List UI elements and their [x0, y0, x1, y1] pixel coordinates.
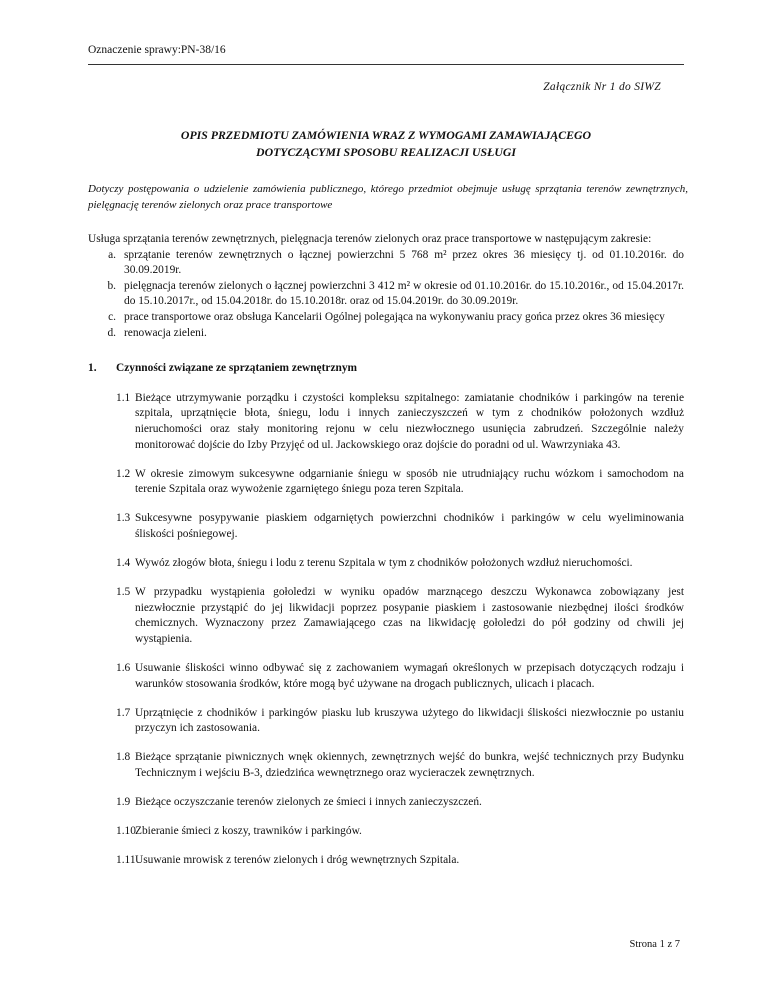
item-text: Bieżące sprzątanie piwnicznych wnęk okiennych, zewnętrznych wejść do bunkra, wejść technicznych przy Budynku Technicznym i wejściu B-3, dziedzińca wewnętrznego oraz wycieraczek zewnętrznych.: [135, 751, 684, 779]
item-text: Uprzątnięcie z chodników i parkingów piasku lub kruszywa użytego do likwidacji śliskości niezwłocznie po ustaniu przyczyn ich zastosowania.: [135, 706, 684, 735]
section-item: [116, 706, 684, 737]
section-item: [116, 853, 684, 869]
item-number: 1.4: [116, 557, 131, 569]
section-item: [116, 795, 684, 811]
section-item: [116, 585, 684, 647]
section-item: [116, 511, 684, 542]
item-number: 1.8: [116, 751, 131, 764]
item-number: 1.11: [116, 854, 136, 867]
scope-text: prace transportowe oraz obsługa Kancelarii Ogólnej polegająca na wykonywaniu pracy gońca przez okres 36 miesięcy: [124, 310, 665, 323]
section-item: [116, 824, 684, 840]
scope-item: [88, 310, 684, 326]
scope-text: pielęgnacja terenów zielonych o łącznej powierzchni 3 412 m² w okresie od 01.10.2016r. do 15.10.2016r., od 15.04.2017r. do 15.10.2017r., od 15.04.2018r. do 15.10.2018r. oraz od 15.04.2019r. do 30.09.2019r.: [124, 279, 684, 308]
header-divider: [88, 64, 684, 65]
scope-marker: d.: [107, 326, 116, 339]
scope-list: [88, 248, 684, 342]
section-item: [116, 556, 684, 572]
annex-label: Załącznik Nr 1 do SIWZ: [543, 81, 661, 93]
page-number: Strona 1 z 7: [629, 939, 680, 950]
section-number: 1.: [88, 362, 97, 375]
section-items: [88, 391, 684, 869]
case-reference: Oznaczenie sprawy:PN-38/16: [88, 44, 226, 56]
item-number: 1.7: [116, 706, 131, 719]
document-body: [88, 232, 684, 882]
item-number: 1.1: [116, 391, 131, 404]
item-text: Usuwanie mrowisk z terenów zielonych i dróg wewnętrznych Szpitala.: [135, 854, 460, 867]
scope-text: sprzątanie terenów zewnętrznych o łącznej powierzchni 5 768 m² przez okres 36 miesięcy tj. od 01.10.2016r. do 30.09.2019r.: [124, 248, 684, 277]
intro-paragraph: Usługa sprzątania terenów zewnętrznych, pielęgnacja terenów zielonych oraz prace transportowe w następującym zakresie:: [88, 233, 652, 245]
title-line-2: DOTYCZĄCYMI SPOSOBU REALIZACJI USŁUGI: [256, 145, 516, 159]
item-number: 1.3: [116, 512, 131, 525]
scope-text: renowacja zieleni.: [124, 326, 207, 339]
scope-marker: b.: [107, 279, 116, 292]
section-title: Czynności związane ze sprzątaniem zewnętrznym: [116, 362, 358, 375]
item-text: W przypadku wystąpienia gołoledzi w wyniku opadów marznącego deszczu Wykonawca zobowiązany jest niezwłocznie przystąpić do jej likwidacji poprzez posypanie piaskiem i zastosowanie niezbędnej ilości środków chemicznych. Wyznaczony przez Zamawiającego czas na likwidację gołoledzi do pół godziny od chwili jej wystąpienia.: [135, 586, 684, 645]
item-text: Bieżące oczyszczanie terenów zielonych ze śmieci i innych zanieczyszczeń.: [135, 796, 482, 809]
section-item: [116, 391, 684, 453]
item-text: Zbieranie śmieci z koszy, trawników i parkingów.: [135, 825, 362, 838]
item-text: Bieżące utrzymywanie porządku i czystości kompleksu szpitalnego: zamiatanie chodników i parkingów na terenie szpitala, uprzątnięcie błota, śniegu, lodu i innych zanieczyszczeń w tym z chodników położonych wzdłuż nieruchomości oraz stały monitoring rejonu w celu niezwłocznego usunięcia zabrudzeń. Szczególnie należy monitorować dojście do Izby Przyjęć od ul. Jackowskiego oraz dojście do poradni od ul. Wawrzyniaka 43.: [135, 391, 684, 451]
item-number: 1.10: [116, 825, 136, 838]
item-text: W okresie zimowym sukcesywne odgarnianie śniegu w sposób nie utrudniający ruchu wózkom i samochodom na terenie Szpitala oraz wywożenie zgarniętego śniegu poza teren Szpitala.: [135, 467, 684, 496]
scope-marker: a.: [108, 248, 116, 261]
item-text: Wywóz złogów błota, śniegu i lodu z terenu Szpitala w tym z chodników położonych wzdłuż nieruchomości.: [135, 557, 633, 569]
title-line-1: OPIS PRZEDMIOTU ZAMÓWIENIA WRAZ Z WYMOGAMI ZAMAWIAJĄCEGO: [180, 128, 592, 142]
section-heading: [88, 361, 684, 377]
item-number: 1.9: [116, 796, 131, 809]
item-number: 1.5: [116, 586, 131, 599]
section-item: [116, 467, 684, 498]
scope-item: [88, 326, 684, 342]
item-text: Usuwanie śliskości winno odbywać się z zachowaniem wymagań określonych w przepisach dotyczących rodzaju i warunków stosowania środków, które mogą być używane na drogach publicznych, ulicach i placach.: [135, 661, 684, 690]
section-item: [116, 750, 684, 781]
concerns-paragraph: Dotyczy postępowania o udzielenie zamówienia publicznego, którego przedmiot obejmuje usługę sprzątania terenów zewnętrznych, pielęgnację terenów zielonych oraz prace transportowe: [88, 183, 688, 211]
scope-marker: c.: [108, 310, 116, 323]
scope-item: [88, 279, 684, 310]
item-number: 1.2: [116, 467, 131, 480]
item-number: 1.6: [116, 661, 131, 674]
scope-item: [88, 248, 684, 279]
document-title: [88, 127, 684, 161]
section-item: [116, 661, 684, 692]
item-text: Sukcesywne posypywanie piaskiem odgarniętych powierzchni chodników i parkingów w celu wyeliminowania śliskości pośniegowej.: [135, 512, 684, 540]
